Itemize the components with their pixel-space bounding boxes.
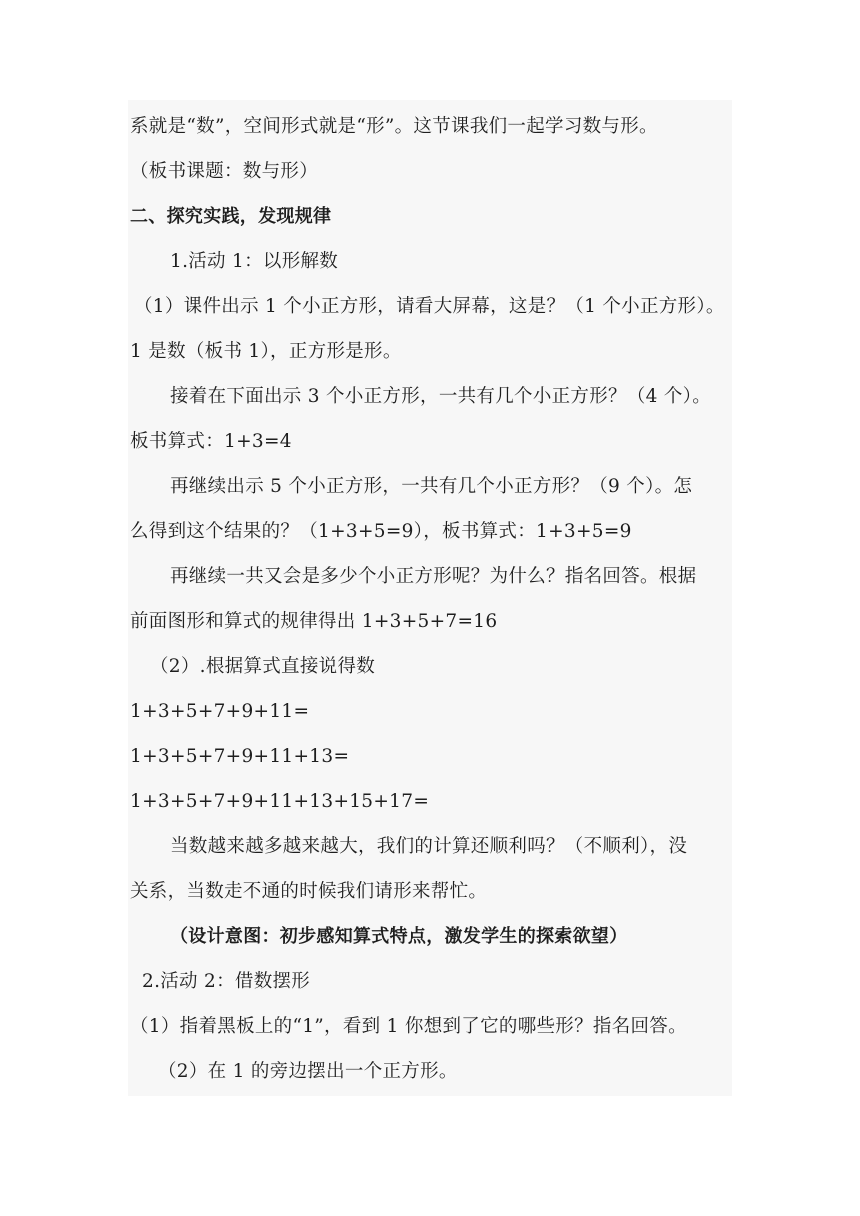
text-line: （2）.根据算式直接说得数 [150,656,376,677]
text-line: 1 是数（板书 1），正方形是形。 [130,341,402,362]
formula-line: 1+3+5+7+9+11+13+15+17= [130,791,430,812]
text-line: （板书课题：数与形） [130,161,319,182]
formula-line: 1+3+5+7+9+11+13= [130,746,350,767]
text-line: 板书算式：1+3=4 [130,431,292,452]
text-line: 再继续一共又会是多少个小正方形呢？为什么？指名回答。根据 [170,566,697,587]
text-line: 么得到这个结果的？（1+3+5=9），板书算式：1+3+5=9 [130,521,632,542]
activity-heading: 1.活动 1：以形解数 [170,251,339,272]
text-line: （1）指着黑板上的“1”，看到 1 你想到了它的哪些形？指名回答。 [130,1016,687,1037]
formula-line: 1+3+5+7+9+11= [130,701,310,722]
text-line: 当数越来越多越来越大，我们的计算还顺利吗？（不顺利），没 [170,836,688,857]
activity-heading: 2.活动 2：借数摆形 [142,971,311,992]
text-line: 前面图形和算式的规律得出 1+3+5+7=16 [130,611,498,632]
document-body [128,100,732,1096]
text-line: 接着在下面出示 3 个小正方形，一共有几个小正方形？（4 个）。 [170,386,712,407]
section-heading: 二、探究实践，发现规律 [130,206,332,227]
design-intent-note: （设计意图：初步感知算式特点，激发学生的探索欲望） [170,926,628,947]
text-line: 系就是“数”，空间形式就是“形”。这节课我们一起学习数与形。 [130,116,658,137]
text-line: （1）课件出示 1 个小正方形，请看大屏幕，这是？（1 个小正方形）。 [134,296,725,317]
text-line: 再继续出示 5 个小正方形，一共有几个小正方形？（9 个）。怎 [170,476,693,497]
text-line: 关系，当数走不通的时候我们请形来帮忙。 [130,881,488,902]
text-line: （2）在 1 的旁边摆出一个正方形。 [158,1061,458,1082]
